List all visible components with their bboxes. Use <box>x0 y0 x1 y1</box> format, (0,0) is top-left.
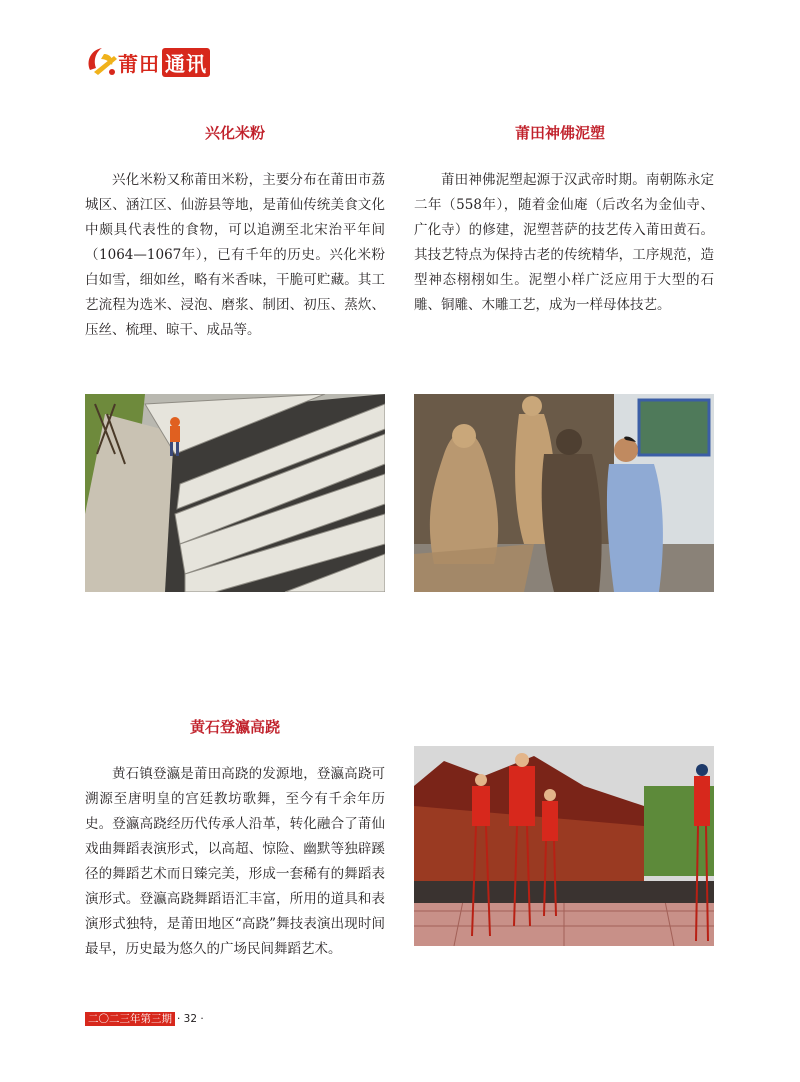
issue-label: 二〇二三年第三期 <box>85 1012 175 1026</box>
section-body-stilts: 黄石镇登瀛是莆田高跷的发源地，登瀛高跷可溯源至唐明皇的宫廷教坊歌舞，至今有千余年历史。登瀛高跷经历代传承人沿革，转化融合了莆仙戏曲舞蹈表演形式，以高超、惊险、幽默等独辟蹊径的舞蹈艺术而日臻完美，形成一套稀有的舞蹈表演形式。登瀛高跷舞蹈语汇丰富，所用的道具和表演形式独特，是莆田地区“高跷”舞技表演出现时间最早，历史最为悠久的广场民间舞蹈艺术。 <box>85 766 385 957</box>
section-title-rice-noodle: 兴化米粉 <box>204 124 265 142</box>
page-number: · 32 · <box>177 1013 204 1025</box>
party-emblem-icon <box>84 44 120 78</box>
magazine-logo <box>84 42 214 82</box>
section-body-rice-noodle: 兴化米粉又称莆田米粉，主要分布在莆田市荔城区、涵江区、仙游县等地，是莆仙传统美食文化中颇具代表性的食物，可以追溯至北宋治平年间（1064—1067年），已有千年的历史。兴化米粉白如雪，细如丝，略有米香味，干脆可贮藏。其工艺流程为选米、浸泡、磨浆、制团、初压、蒸炊、压丝、梳理、晾干、成品等。 <box>85 172 385 338</box>
magazine-brand: 莆田 通讯 <box>118 48 210 77</box>
stilt-performance-photo <box>414 746 714 946</box>
section-title-clay-sculpture: 莆田神佛泥塑 <box>514 124 605 142</box>
section-body-clay-sculpture: 莆田神佛泥塑起源于汉武帝时期。南朝陈永定二年（558年），随着金仙庵（后改名为金仙寺、广化寺）的修建，泥塑菩萨的技艺传入莆田黄石。其技艺特点为保持古老的传统精华，工序规范，造型神态栩栩如生。泥塑小样广泛应用于大型的石雕、铜雕、木雕工艺，成为一样母体技艺。 <box>414 172 714 313</box>
rice-noodle-drying-photo <box>85 394 385 592</box>
section-title-stilts: 黄石登瀛高跷 <box>189 718 280 736</box>
page-footer <box>85 1011 204 1027</box>
clay-sculpture-workshop-photo <box>414 394 714 592</box>
